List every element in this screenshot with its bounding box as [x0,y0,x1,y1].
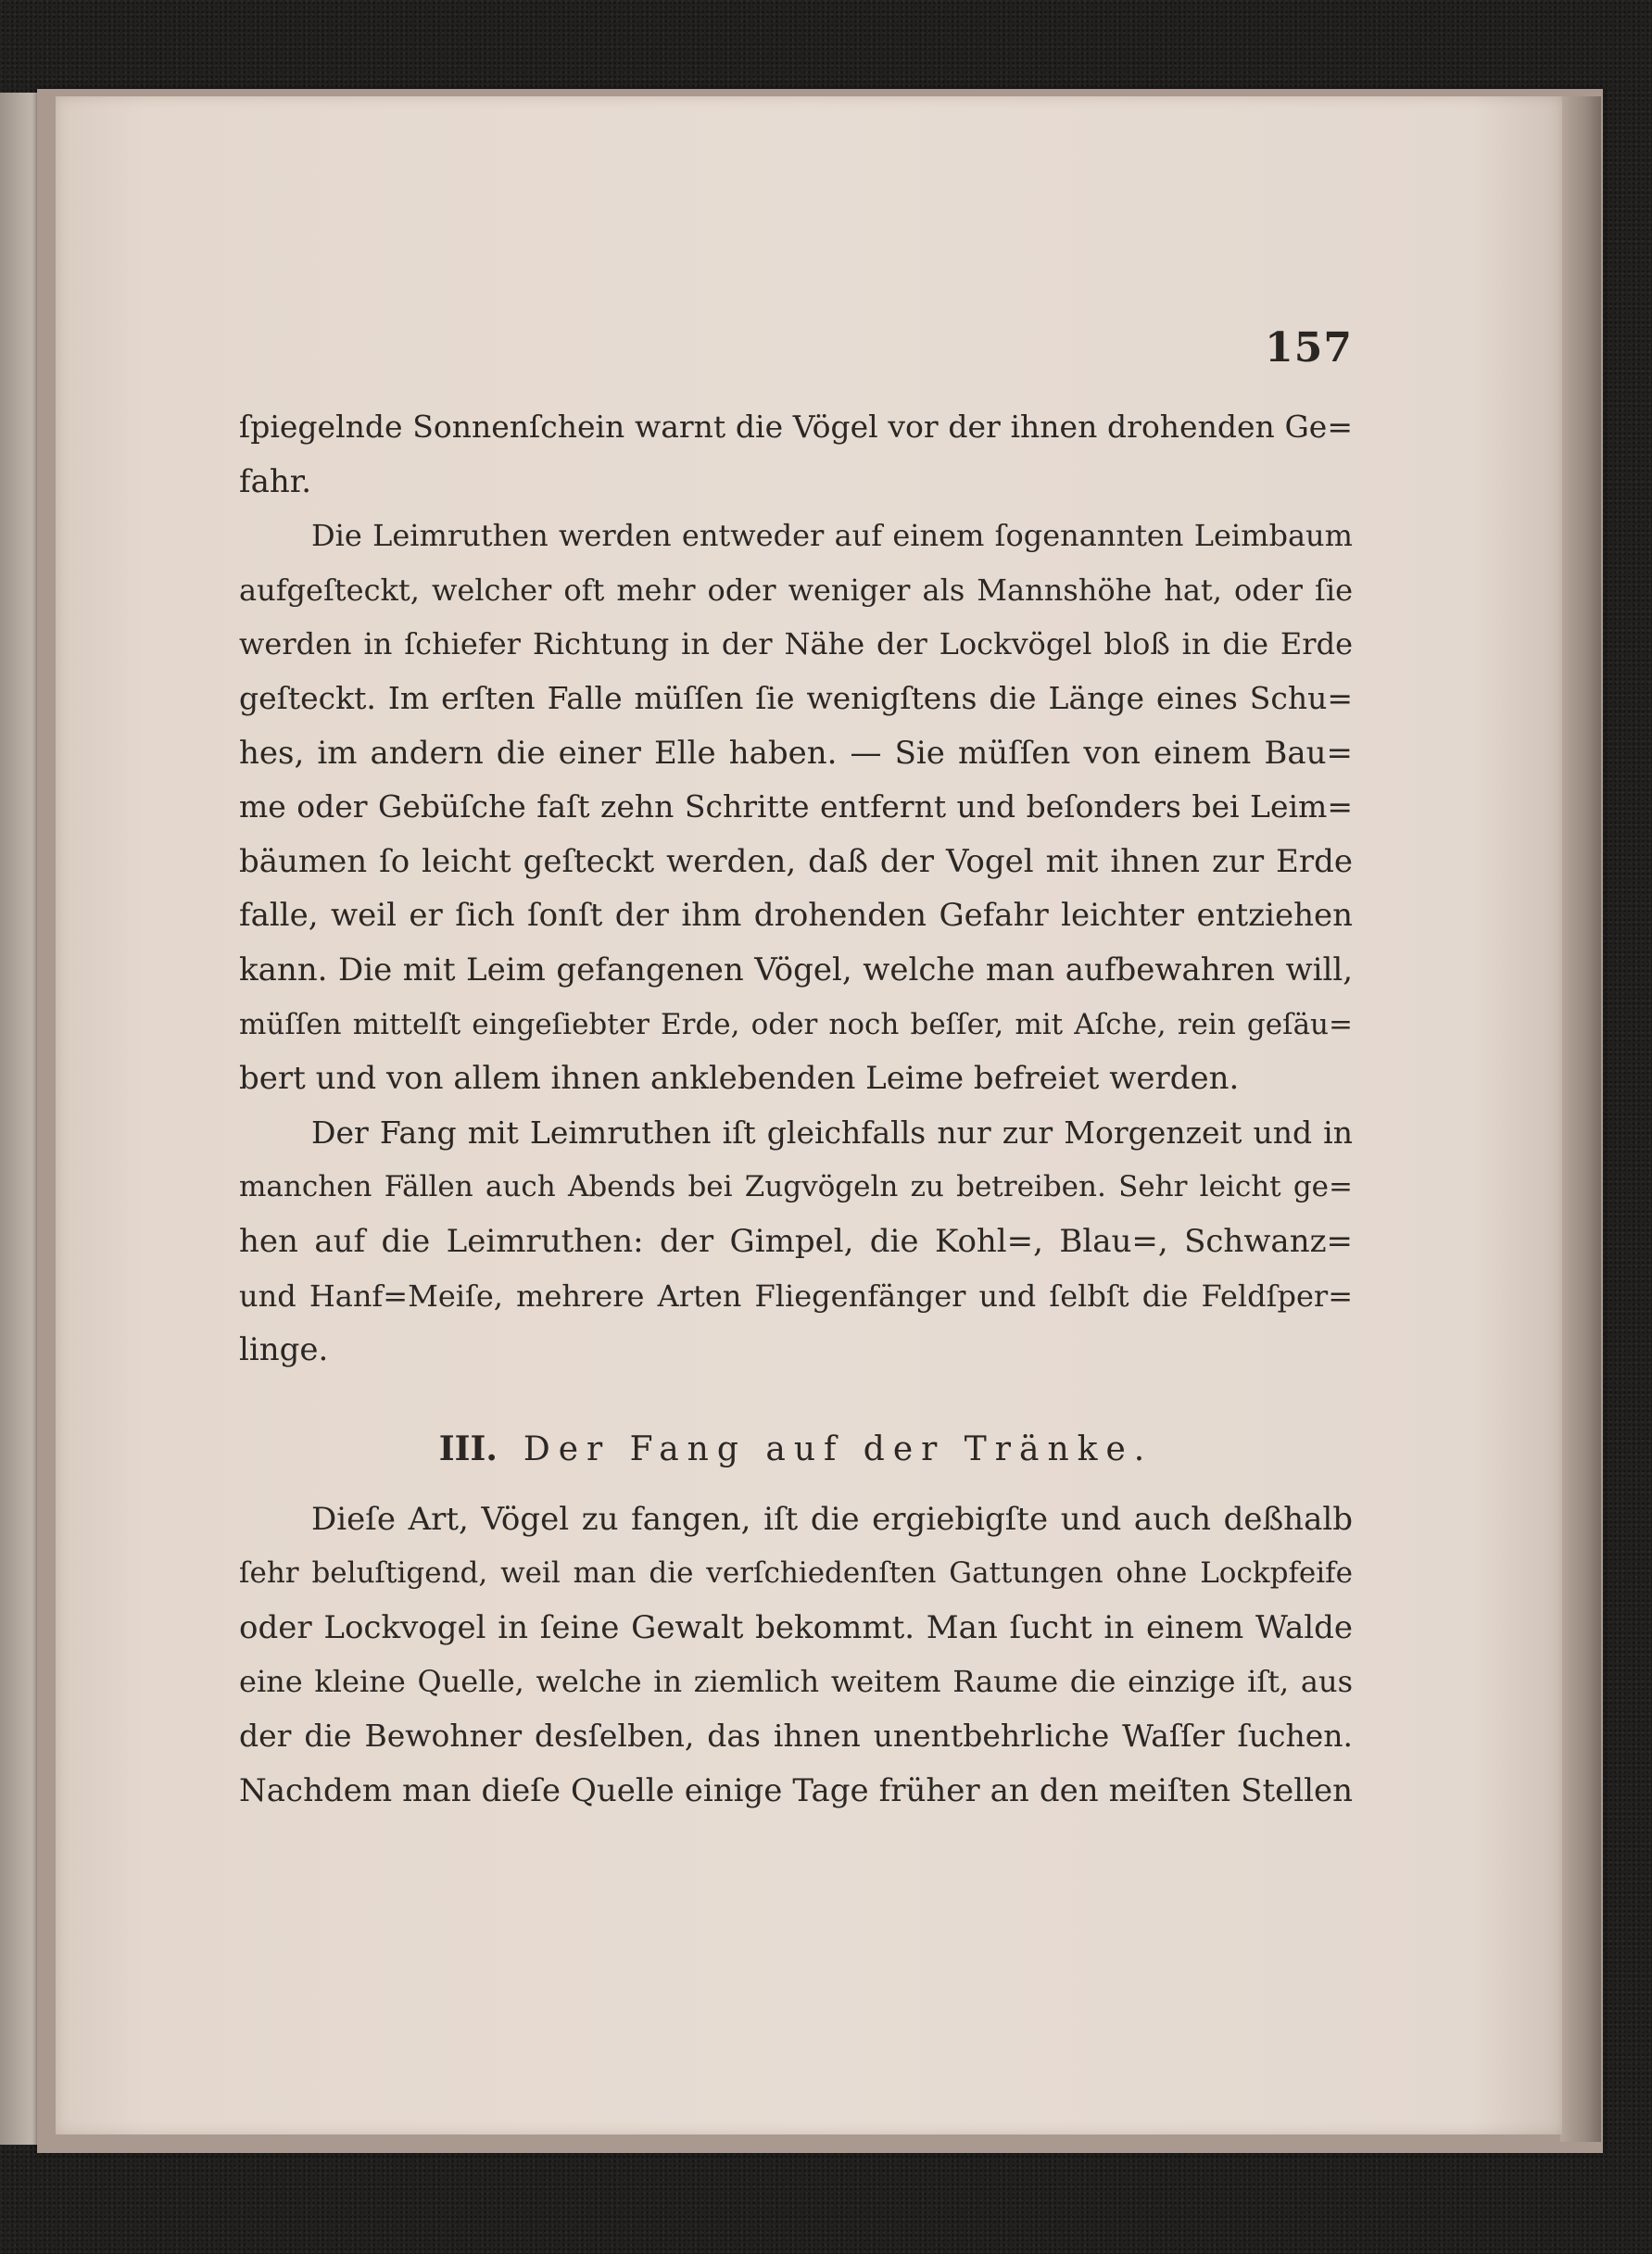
book-cover-edge [1560,96,1601,2142]
section-title: Der Fang auf der Tränke. [523,1429,1154,1468]
text-line: ſehr beluſtigend, weil man die verſchiedenſten Gattungen ohne Lockpfeife [239,1556,1353,1591]
text-line: hen auf die Leimruthen: der Gimpel, die Kohl=, Blau=, Schwanz= [239,1222,1353,1260]
text-line: geſteckt. Im erſten Falle müſſen ſie wenigſtens die Länge eines Schu= [239,679,1353,716]
text-line: falle, weil er ſich ſonſt der ihm drohenden Gefahr leichter entziehen [239,897,1353,935]
text-line: Die Leimruthen werden entweder auf einem ſogenannten Leimbaum [311,518,1353,554]
text-line: me oder Gebüſche faſt zehn Schritte entfernt und beſonders bei Leim= [239,788,1353,825]
paragraph-1 [239,400,1353,509]
page-number: 157 [1265,324,1353,371]
section-heading [239,1417,1353,1481]
paragraph-3 [239,1106,1353,1378]
text-line: kann. Die mit Leim gefangenen Vögel, welche man aufbewahren will, [239,951,1353,988]
text-line: eine kleine Quelle, welche in ziemlich weitem Raume die einzige iſt, aus [239,1664,1353,1700]
text-line: müſſen mittelſt eingeſiebter Erde, oder noch beſſer, mit Aſche, rein geſäu= [239,1007,1353,1041]
text-line: ſpiegelnde Sonnenſchein warnt die Vögel vor der ihnen drohenden Ge= [239,409,1353,445]
text-line: Nachdem man dieſe Quelle einige Tage früher an den meiſten Stellen [239,1771,1353,1809]
text-line: Dieſe Art, Vögel zu fangen, iſt die ergiebigſte und auch deßhalb [311,1500,1353,1538]
text-line: hes, im andern die einer Elle haben. — Sie müſſen von einem Bau= [239,734,1353,772]
paragraph-4 [239,1492,1353,1819]
text-line: und Hanf=Meiſe, mehrere Arten Fliegenfänger und ſelbſt die Feldſper= [239,1278,1353,1314]
text-line: linge. [239,1331,329,1369]
text-line: bäumen ſo leicht geſteckt werden, daß der Vogel mit ihnen zur Erde [239,842,1353,880]
page-text [239,400,1353,1818]
text-line: manchen Fällen auch Abends bei Zugvögeln zu betreiben. Sehr leicht ge= [239,1170,1353,1204]
text-line: werden in ſchiefer Richtung in der Nähe der Lockvögel bloß in die Erde [239,626,1353,662]
text-line: fahr. [239,462,312,500]
text-line: aufgeſteckt, welcher oft mehr oder weniger als Mannshöhe hat, oder ſie [239,572,1353,608]
paragraph-2 [239,509,1353,1106]
section-number: III. [438,1429,498,1468]
text-line: oder Lockvogel in ſeine Gewalt bekommt. Man ſucht in einem Walde [239,1608,1353,1646]
text-line: bert und von allem ihnen anklebenden Leime befreiet werden. [239,1060,1240,1098]
text-line: Der Fang mit Leimruthen iſt gleichfalls nur zur Morgenzeit und in [311,1114,1353,1151]
text-line: der die Bewohner desſelben, das ihnen unentbehrliche Waſſer ſuchen. [239,1718,1353,1755]
